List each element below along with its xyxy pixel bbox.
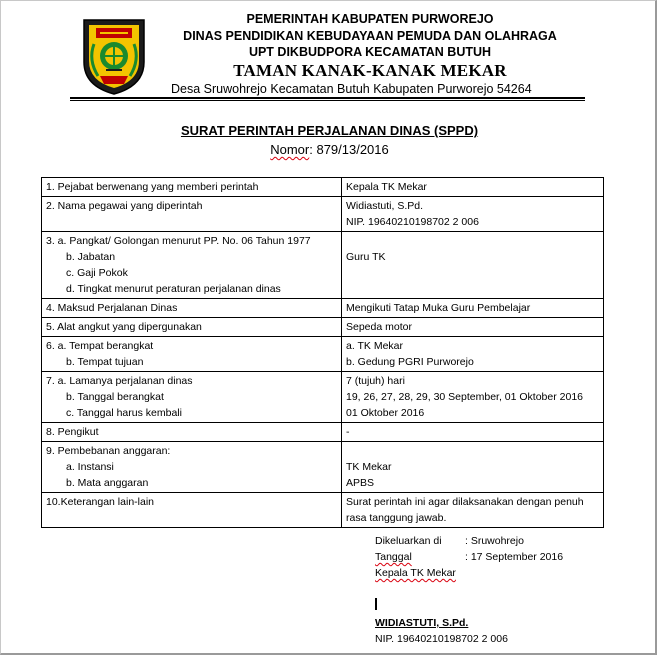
table-cell-field [42, 423, 342, 442]
issued-at-label: Dikeluarkan di [375, 535, 442, 547]
issued-at-value: : Sruwohrejo [465, 535, 524, 547]
table-row [42, 337, 604, 372]
table-cell-value [342, 318, 604, 337]
table-cell-value [342, 372, 604, 423]
document-number-label: Nomor [270, 142, 310, 157]
table-row [42, 197, 604, 232]
table-cell-field [42, 299, 342, 318]
field-label: 8. Pengikut [46, 426, 99, 438]
sppd-table [41, 177, 604, 528]
letterhead-divider-thin [70, 100, 585, 101]
table-cell-value [342, 423, 604, 442]
table-cell-value [342, 299, 604, 318]
field-label: 6. a. Tempat berangkat [46, 340, 154, 352]
field-value: TK Mekar [346, 461, 392, 473]
field-label: 3. a. Pangkat/ Golongan menurut PP. No. 06 Tahun 1977 [46, 235, 311, 247]
table-cell-value [342, 197, 604, 232]
table-row [42, 493, 604, 528]
field-label: 10.Keterangan lain-lain [46, 496, 154, 508]
field-label: b. Mata anggaran [66, 477, 149, 489]
table-cell-value [342, 178, 604, 197]
table-row [42, 232, 604, 299]
document-number-value: : 879/13/2016 [309, 142, 389, 157]
field-value: Surat perintah ini agar dilaksanakan dengan penuh [346, 496, 584, 508]
field-label: 5. Alat angkut yang dipergunakan [46, 321, 202, 333]
field-value: NIP. 19640210198702 2 006 [346, 216, 479, 228]
field-label: b. Tanggal berangkat [66, 391, 164, 403]
header-school-name: TAMAN KANAK-KANAK MEKAR [233, 61, 507, 80]
table-cell-field [42, 442, 342, 493]
field-label: 2. Nama pegawai yang diperintah [46, 200, 203, 212]
text-cursor [375, 598, 377, 610]
table-row [42, 178, 604, 197]
table-cell-field [42, 493, 342, 528]
field-label: a. Instansi [66, 461, 114, 473]
table-row [42, 299, 604, 318]
document-title: SURAT PERINTAH PERJALANAN DINAS (SPPD) [180, 123, 479, 138]
header-government-name: PEMERINTAH KABUPATEN PURWOREJO [246, 12, 494, 26]
header-unit-name: UPT DIKBUDPORA KECAMATAN BUTUH [248, 45, 492, 59]
signer-nip: NIP. 19640210198702 2 006 [375, 633, 508, 645]
issued-at-row [375, 533, 563, 549]
field-value: APBS [346, 477, 375, 489]
field-label: b. Tempat tujuan [66, 356, 144, 368]
signer-name: WIDIASTUTI, S.Pd. [375, 617, 469, 629]
table-row [42, 372, 604, 423]
table-row [42, 423, 604, 442]
letterhead-divider [70, 97, 585, 99]
field-value: 7 (tujuh) hari [346, 375, 405, 387]
table-cell-value [342, 337, 604, 372]
field-value: Widiastuti, S.Pd. [346, 200, 424, 212]
table-cell-field [42, 232, 342, 299]
table-cell-field [42, 197, 342, 232]
field-value: b. Gedung PGRI Purworejo [346, 356, 474, 368]
field-label: c. Gaji Pokok [66, 267, 128, 279]
table-row [42, 442, 604, 493]
field-value: Kepala TK Mekar [346, 181, 427, 193]
document-number [0, 142, 659, 158]
field-value [346, 233, 598, 249]
table-cell-value [342, 232, 604, 299]
field-label: 7. a. Lamanya perjalanan dinas [46, 375, 193, 387]
header-address: Desa Sruwohrejo Kecamatan Butuh Kabupaten Purworejo 54264 [171, 82, 532, 96]
table-row [42, 318, 604, 337]
field-value [346, 443, 598, 459]
field-label: 4. Maksud Perjalanan Dinas [46, 302, 178, 314]
table-cell-field [42, 318, 342, 337]
header-agency-name: DINAS PENDIDIKAN KEBUDAYAAN PEMUDA DAN OLAHRAGA [183, 29, 557, 43]
field-value: Guru TK [346, 251, 386, 263]
table-cell-value [342, 442, 604, 493]
field-value: 19, 26, 27, 28, 29, 30 September, 01 Oktober 2016 [346, 391, 584, 403]
table-cell-field [42, 178, 342, 197]
field-value: - [346, 426, 350, 438]
table-cell-field [42, 372, 342, 423]
signer-role: Kepala TK Mekar [375, 567, 456, 579]
field-label: 9. Pembebanan anggaran: [46, 445, 171, 457]
table-cell-value [342, 493, 604, 528]
field-value: 01 Oktober 2016 [346, 407, 425, 419]
field-value: a. TK Mekar [346, 340, 403, 352]
issued-date-row [375, 549, 563, 565]
field-label: c. Tanggal harus kembali [66, 407, 182, 419]
issued-date-value: : 17 September 2016 [465, 551, 564, 563]
field-value: Mengikuti Tatap Muka Guru Pembelajar [346, 302, 531, 314]
field-value: rasa tanggung jawab. [346, 512, 447, 524]
signature-block [375, 533, 563, 647]
table-cell-field [42, 337, 342, 372]
field-value: Sepeda motor [346, 321, 412, 333]
issued-date-label: Tanggal [375, 551, 412, 563]
field-label: 1. Pejabat berwenang yang memberi perintah [46, 181, 259, 193]
field-label: b. Jabatan [66, 251, 116, 263]
field-label: d. Tingkat menurut peraturan perjalanan dinas [66, 283, 281, 295]
